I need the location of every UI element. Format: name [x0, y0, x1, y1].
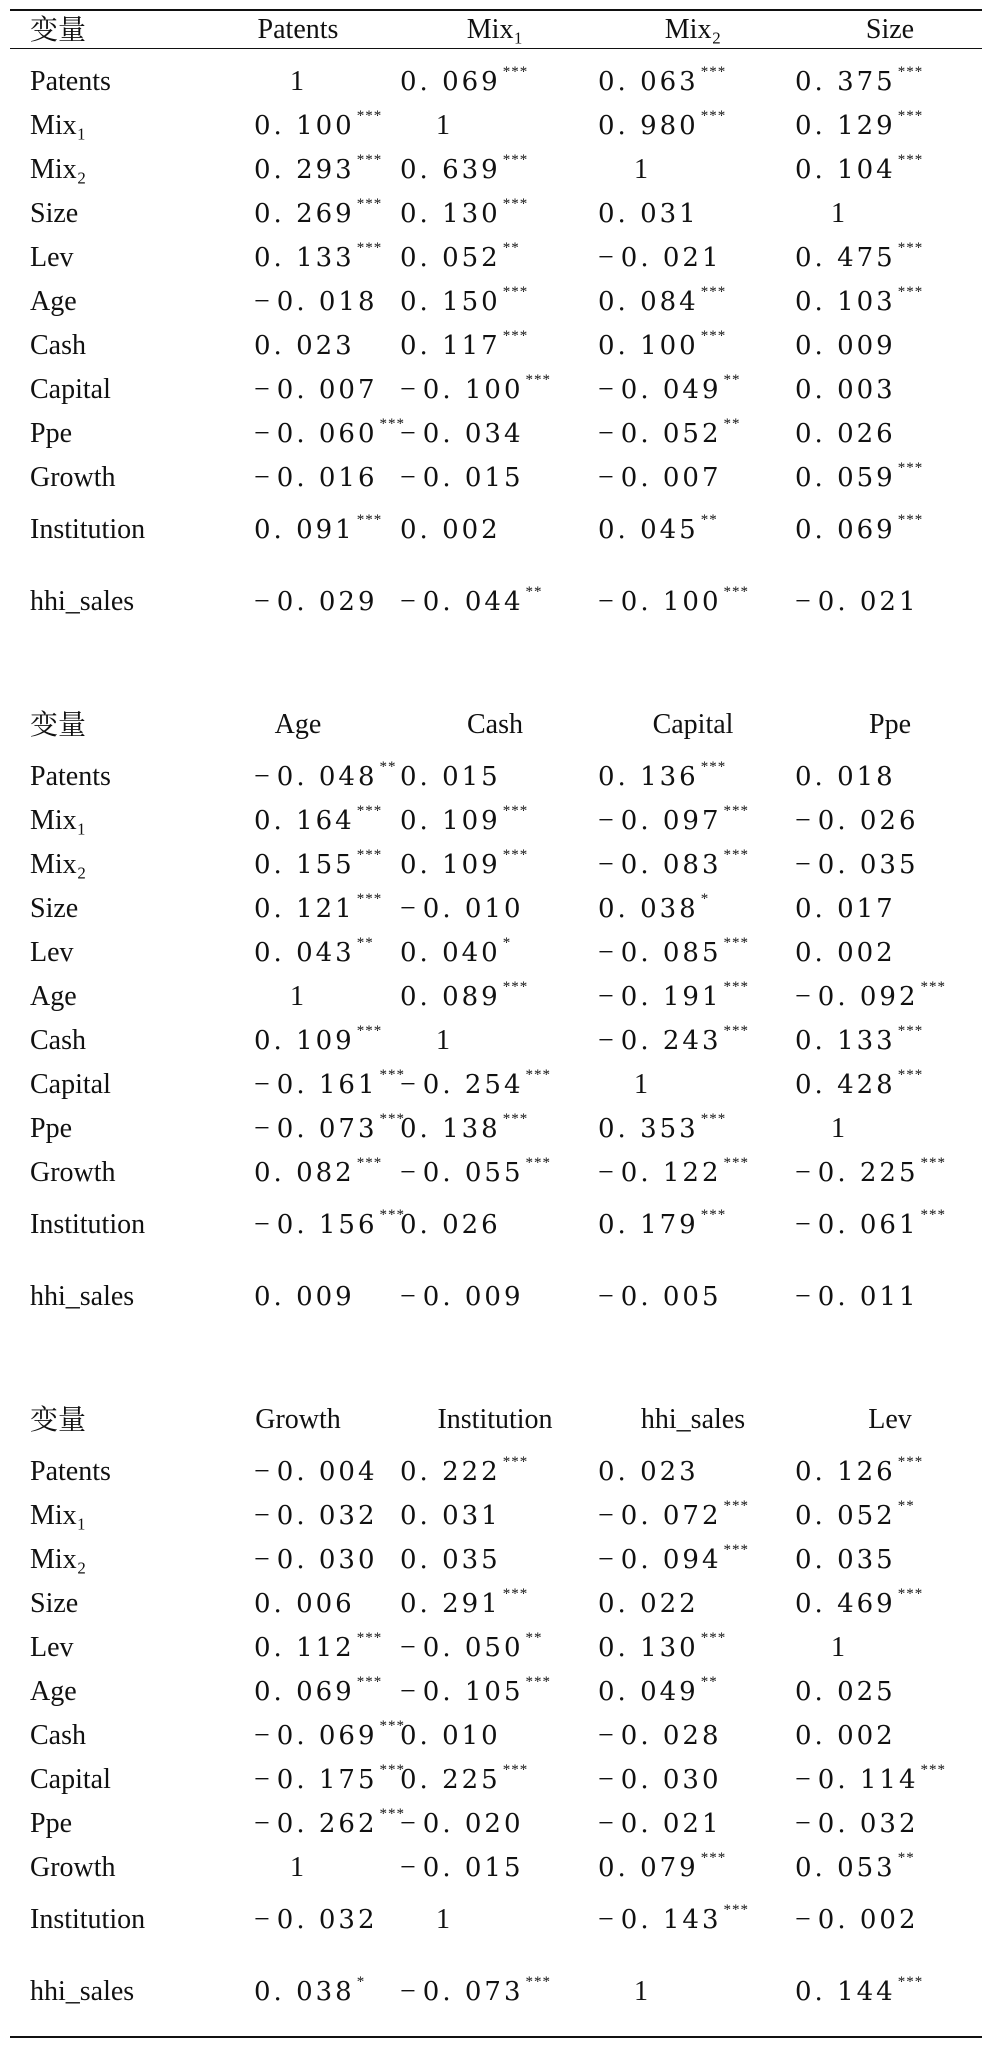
correlation-value: − 0. 060 *** [254, 416, 405, 449]
correlation-value: 1 [634, 1069, 648, 1100]
correlation-value: 0. 155 *** [254, 847, 383, 880]
row-label: Capital [30, 374, 111, 405]
correlation-value: 0. 017 [795, 894, 896, 924]
row-label: Growth [30, 1852, 116, 1883]
correlation-value: 0. 023 [598, 1457, 699, 1487]
correlation-value: 0. 117 *** [400, 328, 529, 361]
correlation-value: 0. 980 *** [598, 108, 727, 141]
correlation-value: 0. 353 *** [598, 1111, 727, 1144]
row-label: Patents [30, 761, 111, 792]
correlation-value: 0. 109 *** [400, 847, 529, 880]
column-header: Mix₂ [664, 14, 722, 45]
correlation-value: 0. 164 *** [254, 803, 383, 836]
correlation-value: − 0. 048 ** [254, 759, 397, 792]
table-row [10, 975, 982, 1019]
correlation-value: − 0. 073 *** [400, 1974, 551, 2007]
correlation-value: − 0. 243 *** [598, 1023, 749, 1056]
correlation-value: 0. 038 * [254, 1974, 366, 2007]
row-label: Mix₁ [30, 1500, 87, 1531]
correlation-value: 0. 225 *** [400, 1762, 529, 1795]
correlation-value: 0. 026 [795, 419, 896, 449]
correlation-value: − 0. 156 *** [254, 1207, 405, 1240]
correlation-value: − 0. 083 *** [598, 847, 749, 880]
correlation-value: 0. 469 *** [795, 1586, 924, 1619]
correlation-value: − 0. 032 [795, 1808, 919, 1839]
correlation-value: 0. 052 ** [400, 240, 520, 273]
correlation-value: − 0. 010 [400, 893, 524, 924]
correlation-value: − 0. 100 *** [400, 372, 551, 405]
correlation-value: 0. 293 *** [254, 152, 383, 185]
correlation-value: 0. 043 ** [254, 935, 374, 968]
correlation-value: 1 [290, 981, 304, 1012]
correlation-value: 0. 079 *** [598, 1850, 727, 1883]
row-label: Cash [30, 330, 86, 361]
column-header: Patents [257, 14, 339, 45]
correlation-value: 0. 006 [254, 1589, 355, 1619]
correlation-value: − 0. 021 [598, 242, 722, 273]
correlation-value: 0. 010 [400, 1721, 501, 1751]
correlation-value: 0. 069 *** [254, 1674, 383, 1707]
correlation-value: 0. 091 *** [254, 512, 383, 545]
row-label: Growth [30, 462, 116, 493]
table-row [10, 1670, 982, 1714]
correlation-value: − 0. 011 [795, 1281, 919, 1312]
correlation-value: − 0. 072 *** [598, 1498, 749, 1531]
correlation-value: 0. 018 [795, 762, 896, 792]
correlation-value: 0. 022 [598, 1589, 699, 1619]
correlation-value: 0. 126 *** [795, 1454, 924, 1487]
correlation-value: 0. 026 [400, 1210, 501, 1240]
correlation-value: − 0. 030 [598, 1764, 722, 1795]
table-row [10, 1846, 982, 1890]
table-row [10, 508, 982, 552]
correlation-value: 0. 089 *** [400, 979, 529, 1012]
row-label: Institution [30, 1904, 146, 1935]
correlation-value: − 0. 032 [254, 1904, 378, 1935]
correlation-value: 0. 009 [254, 1282, 355, 1312]
correlation-value: 0. 639 *** [400, 152, 529, 185]
row-label: Ppe [30, 1113, 72, 1144]
correlation-value: 0. 291 *** [400, 1586, 529, 1619]
correlation-value: 0. 222 *** [400, 1454, 529, 1487]
table-row [10, 1970, 982, 2014]
correlation-value: − 0. 002 [795, 1904, 919, 1935]
correlation-value: − 0. 050 ** [400, 1630, 543, 1663]
column-header: Ppe [869, 709, 911, 740]
correlation-value: 0. 103 *** [795, 284, 924, 317]
correlation-value: − 0. 018 [254, 286, 378, 317]
table-row [10, 1151, 982, 1195]
row-label: Patents [30, 66, 111, 97]
table-row [10, 1494, 982, 1538]
correlation-value: 0. 082 *** [254, 1155, 383, 1188]
correlation-value: 0. 015 [400, 762, 501, 792]
correlation-value: − 0. 061 *** [795, 1207, 946, 1240]
table-row [10, 1582, 982, 1626]
table-row [10, 1019, 982, 1063]
correlation-value: − 0. 085 *** [598, 935, 749, 968]
row-label: Institution [30, 1209, 146, 1240]
column-header: Growth [255, 1404, 341, 1435]
correlation-value: 0. 023 [254, 331, 355, 361]
correlation-value: 0. 138 *** [400, 1111, 529, 1144]
correlation-value: − 0. 049 ** [598, 372, 741, 405]
correlation-value: − 0. 161 *** [254, 1067, 405, 1100]
correlation-value: 0. 109 *** [254, 1023, 383, 1056]
table-row [10, 456, 982, 500]
correlation-value: − 0. 015 [400, 1852, 524, 1883]
correlation-value: − 0. 028 [598, 1720, 722, 1751]
correlation-value: 0. 031 [400, 1501, 501, 1531]
header-variable-label: 变量 [30, 1403, 87, 1436]
correlation-value: 1 [634, 1976, 648, 2007]
correlation-value: − 0. 032 [254, 1500, 378, 1531]
correlation-value: 0. 045 ** [598, 512, 718, 545]
table-header-row [10, 703, 982, 747]
correlation-value: − 0. 029 [254, 586, 378, 617]
correlation-value: − 0. 021 [598, 1808, 722, 1839]
correlation-value: 0. 038 * [598, 891, 710, 924]
table-row [10, 280, 982, 324]
correlation-value: 0. 031 [598, 199, 699, 229]
correlation-value: 0. 100 *** [598, 328, 727, 361]
correlation-table [10, 0, 982, 2048]
row-label: Cash [30, 1025, 86, 1056]
correlation-value: 0. 063 *** [598, 64, 727, 97]
correlation-value: 0. 002 [795, 1721, 896, 1751]
correlation-value: 0. 049 ** [598, 1674, 718, 1707]
column-header: Age [274, 709, 322, 740]
row-label: Capital [30, 1069, 111, 1100]
row-label: Age [30, 286, 77, 317]
correlation-value: 0. 002 [400, 515, 501, 545]
correlation-value: 1 [436, 1025, 450, 1056]
correlation-value: 0. 009 [795, 331, 896, 361]
row-label: Mix₁ [30, 110, 87, 141]
correlation-value: − 0. 092 *** [795, 979, 946, 1012]
correlation-value: − 0. 004 [254, 1456, 378, 1487]
column-header: Institution [437, 1404, 553, 1435]
correlation-value: 1 [290, 1852, 304, 1883]
table-header-row [10, 8, 982, 52]
table-row [10, 192, 982, 236]
row-label: Ppe [30, 418, 72, 449]
row-label: hhi_sales [30, 1281, 135, 1312]
correlation-value: 0. 084 *** [598, 284, 727, 317]
correlation-value: 1 [290, 66, 304, 97]
row-label: Institution [30, 514, 146, 545]
row-label: hhi_sales [30, 586, 135, 617]
table-row [10, 1758, 982, 1802]
correlation-value: 0. 059 *** [795, 460, 924, 493]
correlation-value: 0. 003 [795, 375, 896, 405]
correlation-value: − 0. 030 [254, 1544, 378, 1575]
row-label: Size [30, 893, 79, 924]
column-header: hhi_sales [640, 1404, 746, 1435]
correlation-value: − 0. 034 [400, 418, 524, 449]
correlation-value: 0. 035 [400, 1545, 501, 1575]
correlation-value: − 0. 143 *** [598, 1902, 749, 1935]
table-row [10, 236, 982, 280]
correlation-value: 0. 136 *** [598, 759, 727, 792]
row-label: Lev [30, 937, 74, 968]
correlation-value: 1 [436, 110, 450, 141]
correlation-value: − 0. 007 [254, 374, 378, 405]
correlation-value: − 0. 016 [254, 462, 378, 493]
correlation-value: 0. 069 *** [795, 512, 924, 545]
table-row [10, 104, 982, 148]
correlation-value: − 0. 254 *** [400, 1067, 551, 1100]
table-row [10, 1275, 982, 1319]
correlation-value: 0. 100 *** [254, 108, 383, 141]
correlation-value: − 0. 262 *** [254, 1806, 405, 1839]
table-row [10, 324, 982, 368]
row-label: Capital [30, 1764, 111, 1795]
correlation-value: 0. 109 *** [400, 803, 529, 836]
row-label: Age [30, 981, 77, 1012]
column-header: Capital [652, 709, 734, 740]
table-row [10, 1538, 982, 1582]
header-variable-label: 变量 [30, 13, 87, 46]
correlation-value: − 0. 021 [795, 586, 919, 617]
row-label: Mix₂ [30, 1544, 87, 1575]
correlation-value: 1 [831, 1632, 845, 1663]
correlation-value: 0. 121 *** [254, 891, 383, 924]
column-header: Cash [467, 709, 523, 740]
table-row [10, 1063, 982, 1107]
correlation-value: − 0. 097 *** [598, 803, 749, 836]
correlation-value: 0. 040 * [400, 935, 512, 968]
correlation-value: 0. 130 *** [598, 1630, 727, 1663]
correlation-value: 0. 053 ** [795, 1850, 915, 1883]
correlation-value: 0. 144 *** [795, 1974, 924, 2007]
correlation-value: 0. 179 *** [598, 1207, 727, 1240]
table-row [10, 1203, 982, 1247]
correlation-value: 0. 002 [795, 938, 896, 968]
correlation-value: − 0. 100 *** [598, 584, 749, 617]
row-label: Patents [30, 1456, 111, 1487]
column-header: Lev [868, 1404, 912, 1435]
correlation-value: − 0. 055 *** [400, 1155, 551, 1188]
correlation-value: 0. 130 *** [400, 196, 529, 229]
correlation-value: 0. 035 [795, 1545, 896, 1575]
correlation-value: 0. 025 [795, 1677, 896, 1707]
table-row [10, 843, 982, 887]
row-label: Ppe [30, 1808, 72, 1839]
correlation-value: 1 [436, 1904, 450, 1935]
correlation-value: 0. 129 *** [795, 108, 924, 141]
table-row [10, 1107, 982, 1151]
correlation-value: − 0. 009 [400, 1281, 524, 1312]
table-row [10, 1802, 982, 1846]
table-row [10, 887, 982, 931]
correlation-value: − 0. 044 ** [400, 584, 543, 617]
correlation-value: 0. 375 *** [795, 64, 924, 97]
header-variable-label: 变量 [30, 708, 87, 741]
row-label: hhi_sales [30, 1976, 135, 2007]
row-label: Lev [30, 242, 74, 273]
correlation-value: − 0. 225 *** [795, 1155, 946, 1188]
column-header: Size [865, 14, 915, 45]
correlation-value: − 0. 175 *** [254, 1762, 405, 1795]
correlation-value: 0. 104 *** [795, 152, 924, 185]
correlation-value: 0. 133 *** [795, 1023, 924, 1056]
table-bottom-rule [10, 2036, 982, 2038]
correlation-value: − 0. 035 [795, 849, 919, 880]
table-row [10, 60, 982, 104]
row-label: Size [30, 1588, 79, 1619]
correlation-value: − 0. 105 *** [400, 1674, 551, 1707]
table-row [10, 1714, 982, 1758]
correlation-value: 1 [831, 198, 845, 229]
correlation-value: 0. 475 *** [795, 240, 924, 273]
row-label: Age [30, 1676, 77, 1707]
row-label: Mix₁ [30, 805, 87, 836]
correlation-value: − 0. 026 [795, 805, 919, 836]
table-row [10, 799, 982, 843]
row-label: Size [30, 198, 79, 229]
correlation-value: − 0. 094 *** [598, 1542, 749, 1575]
table-row [10, 1898, 982, 1942]
correlation-value: 1 [831, 1113, 845, 1144]
row-label: Growth [30, 1157, 116, 1188]
correlation-value: − 0. 191 *** [598, 979, 749, 1012]
table-row [10, 148, 982, 192]
correlation-value: − 0. 015 [400, 462, 524, 493]
row-label: Mix₂ [30, 154, 87, 185]
correlation-value: − 0. 005 [598, 1281, 722, 1312]
correlation-value: 0. 269 *** [254, 196, 383, 229]
row-label: Lev [30, 1632, 74, 1663]
correlation-value: − 0. 073 *** [254, 1111, 405, 1144]
correlation-value: 0. 069 *** [400, 64, 529, 97]
correlation-value: − 0. 020 [400, 1808, 524, 1839]
table-row [10, 931, 982, 975]
correlation-value: 1 [634, 154, 648, 185]
table-row [10, 1626, 982, 1670]
row-label: Mix₂ [30, 849, 87, 880]
correlation-value: − 0. 007 [598, 462, 722, 493]
correlation-value: 0. 052 ** [795, 1498, 915, 1531]
column-header: Mix₁ [466, 14, 524, 45]
table-header-row [10, 1398, 982, 1442]
correlation-value: 0. 112 *** [254, 1630, 383, 1663]
table-row [10, 368, 982, 412]
correlation-value: 0. 428 *** [795, 1067, 924, 1100]
correlation-value: 0. 133 *** [254, 240, 383, 273]
table-row [10, 412, 982, 456]
correlation-value: − 0. 052 ** [598, 416, 741, 449]
correlation-value: − 0. 069 *** [254, 1718, 405, 1751]
table-row [10, 1450, 982, 1494]
table-row [10, 755, 982, 799]
correlation-value: − 0. 114 *** [795, 1762, 946, 1795]
table-row [10, 580, 982, 624]
correlation-value: − 0. 122 *** [598, 1155, 749, 1188]
correlation-value: 0. 150 *** [400, 284, 529, 317]
row-label: Cash [30, 1720, 86, 1751]
